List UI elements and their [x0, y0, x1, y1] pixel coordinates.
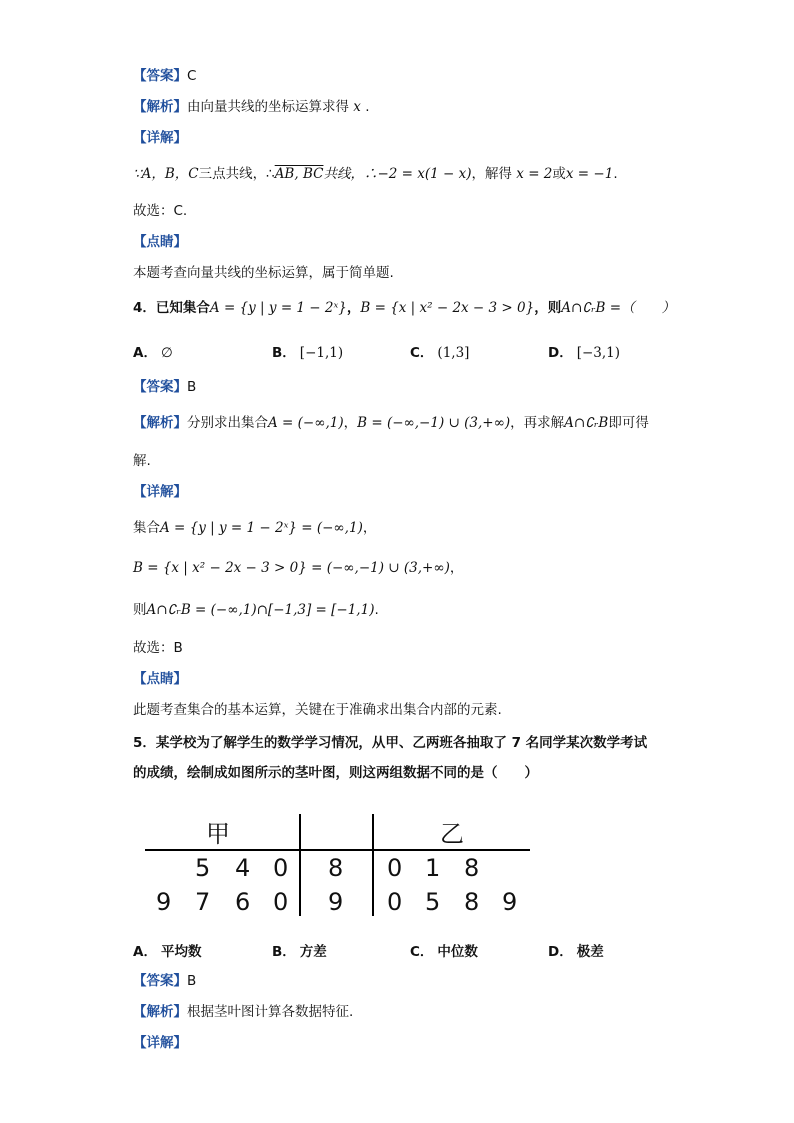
option-text: ∅ [160, 345, 173, 361]
q5-option-b[interactable] [272, 940, 331, 960]
q4-comment: 此题考查集合的基本运算，关键在于准确求出集合内部的元素. [133, 702, 502, 718]
q3-comment: 本题考查向量共线的坐标运算，属于简单题. [133, 265, 394, 281]
q5-stem-line1: 5．某学校为了解学生的数学学习情况，从甲、乙两班各抽取了 7 名同学某次数学考试 [133, 735, 648, 751]
q4-stem [133, 298, 675, 318]
option-label: C． [410, 944, 434, 960]
q4-stem-a: 4．已知集合 [133, 300, 210, 316]
q4-answer [133, 377, 196, 397]
plot-leaf-right: 0 [387, 854, 403, 882]
option-label: B． [272, 345, 296, 361]
detail-x2: x = −1 [565, 166, 614, 182]
q4-option-a[interactable] [133, 341, 173, 361]
q5-option-c[interactable] [410, 940, 482, 960]
detail-tag: 【详解】 [133, 1035, 187, 1051]
detail-collinear: 三点共线，∴ [198, 166, 275, 182]
plot-leaf-right: 8 [464, 854, 480, 882]
option-text: 极差 [576, 944, 604, 960]
analysis-g: 即可得 [608, 415, 649, 431]
q3-analysis [133, 97, 370, 117]
q4-detail-2 [133, 558, 463, 578]
analysis-tag: 【解析】 [133, 99, 187, 115]
detail-or: 或 [552, 166, 566, 182]
detail-vectors: AB, BC [274, 166, 324, 182]
q5-answer [133, 971, 196, 991]
option-label: D． [548, 944, 573, 960]
plot-leaf-right: 9 [502, 888, 518, 916]
answer-value: B [187, 379, 197, 395]
q3-choose: 故选：C. [133, 203, 188, 219]
q4-option-c[interactable] [410, 341, 469, 361]
q3-detail [133, 164, 618, 184]
detail-equation: 共线，∴−2 = x(1 − x) [323, 166, 472, 182]
answer-value: C [187, 68, 197, 84]
q5-option-d[interactable] [548, 940, 608, 960]
detail-tag: 【详解】 [133, 130, 187, 146]
q3-answer [133, 66, 196, 86]
detail-3a: 则 [133, 602, 147, 618]
detail-points: ∵A，B，C [133, 166, 199, 182]
q4-set-b: B = {x | x² − 2x − 3 > 0} [360, 300, 535, 316]
analysis-text: 根据茎叶图计算各数据特征. [187, 1004, 354, 1020]
q4-set-a: A = {y | y = 1 − 2ˣ} [209, 300, 347, 316]
plot-leaf-right: 1 [425, 854, 441, 882]
q4-stem-e: ，则 [534, 300, 562, 316]
option-label: B． [272, 944, 296, 960]
analysis-end: . [365, 99, 370, 115]
option-label: D． [548, 345, 573, 361]
option-text: [−3,1) [576, 345, 621, 361]
q3-detail-heading [133, 128, 187, 148]
detail-3b: A∩∁ᵣB = (−∞,1)∩[−1,3] = [−1,1) [146, 602, 375, 618]
detail-1a: 集合 [133, 520, 160, 536]
q5-stem-line2: 的成绩，绘制成如图所示的茎叶图，则这两组数据不同的是（ ） [133, 765, 538, 781]
detail-1b: A = {y | y = 1 − 2ˣ} = (−∞,1) [160, 520, 363, 536]
option-label: A． [133, 944, 157, 960]
option-text: (1,3] [437, 345, 470, 361]
plot-leaf-left: 4 [235, 854, 251, 882]
detail-2: B = {x | x² − 2x − 3 > 0} = (−∞,−1) ∪ (3,+∞) [133, 560, 450, 576]
q4-detail-3 [133, 600, 379, 620]
plot-stem: 8 [328, 854, 344, 882]
detail-x1: x = 2 [516, 166, 553, 182]
answer-tag: 【答案】 [133, 68, 187, 84]
option-text: [−1,1) [299, 345, 344, 361]
analysis-set-b: B = (−∞,−1) ∪ (3,+∞) [357, 415, 511, 431]
plot-leaf-left: 7 [195, 888, 211, 916]
detail-3c: . [374, 602, 379, 618]
analysis-expr: A∩∁ᵣB [564, 415, 609, 431]
analysis-tag: 【解析】 [133, 1004, 187, 1020]
plot-leaf-left: 5 [195, 854, 211, 882]
plot-leaf-right: 0 [387, 888, 403, 916]
detail-end: . [613, 166, 618, 182]
detail-solve: ，解得 [471, 166, 512, 182]
comment-tag: 【点睛】 [133, 671, 187, 687]
q5-detail-heading [133, 1033, 187, 1053]
plot-stem: 9 [328, 888, 344, 916]
stem-and-leaf-plot [140, 812, 540, 922]
q5-option-a[interactable] [133, 940, 205, 960]
analysis-tag: 【解析】 [133, 415, 187, 431]
plot-leaf-right: 8 [464, 888, 480, 916]
answer-tag: 【答案】 [133, 973, 187, 989]
q5-analysis [133, 1002, 353, 1022]
answer-value: B [187, 973, 197, 989]
analysis-var: x [353, 99, 361, 115]
analysis-text: 由向量共线的坐标运算求得 [187, 99, 349, 115]
option-text: 平均数 [160, 944, 202, 960]
analysis-a: 分别求出集合 [187, 415, 268, 431]
q4-option-b[interactable] [272, 341, 343, 361]
q4-question: A∩∁ᵣB =（ ） [561, 300, 676, 316]
plot-leaf-left: 9 [156, 888, 172, 916]
option-label: C． [410, 345, 434, 361]
detail-tag: 【详解】 [133, 484, 187, 500]
plot-left-header: 甲 [206, 820, 230, 848]
option-text: 中位数 [437, 944, 478, 960]
q4-analysis-cont: 解. [133, 453, 151, 469]
detail-2c: ， [449, 560, 464, 576]
plot-right-header: 乙 [440, 820, 464, 848]
analysis-c: ， [343, 415, 358, 431]
plot-leaf-right: 5 [425, 888, 441, 916]
q3-comment-heading [133, 232, 187, 252]
q4-stem-c: ， [346, 300, 361, 316]
q4-comment-heading [133, 669, 187, 689]
option-text: 方差 [299, 944, 327, 960]
q4-choose: 故选：B [133, 640, 183, 656]
analysis-set-a: A = (−∞,1) [268, 415, 344, 431]
plot-leaf-left: 0 [273, 888, 289, 916]
q4-detail-1 [133, 518, 376, 538]
plot-leaf-left: 6 [235, 888, 251, 916]
answer-tag: 【答案】 [133, 379, 187, 395]
plot-leaf-left: 0 [273, 854, 289, 882]
analysis-e: ，再求解 [510, 415, 565, 431]
option-label: A． [133, 345, 157, 361]
q4-option-d[interactable] [548, 341, 620, 361]
detail-1c: ， [362, 520, 377, 536]
q4-analysis [133, 413, 649, 433]
q4-detail-heading [133, 482, 187, 502]
comment-tag: 【点睛】 [133, 234, 187, 250]
